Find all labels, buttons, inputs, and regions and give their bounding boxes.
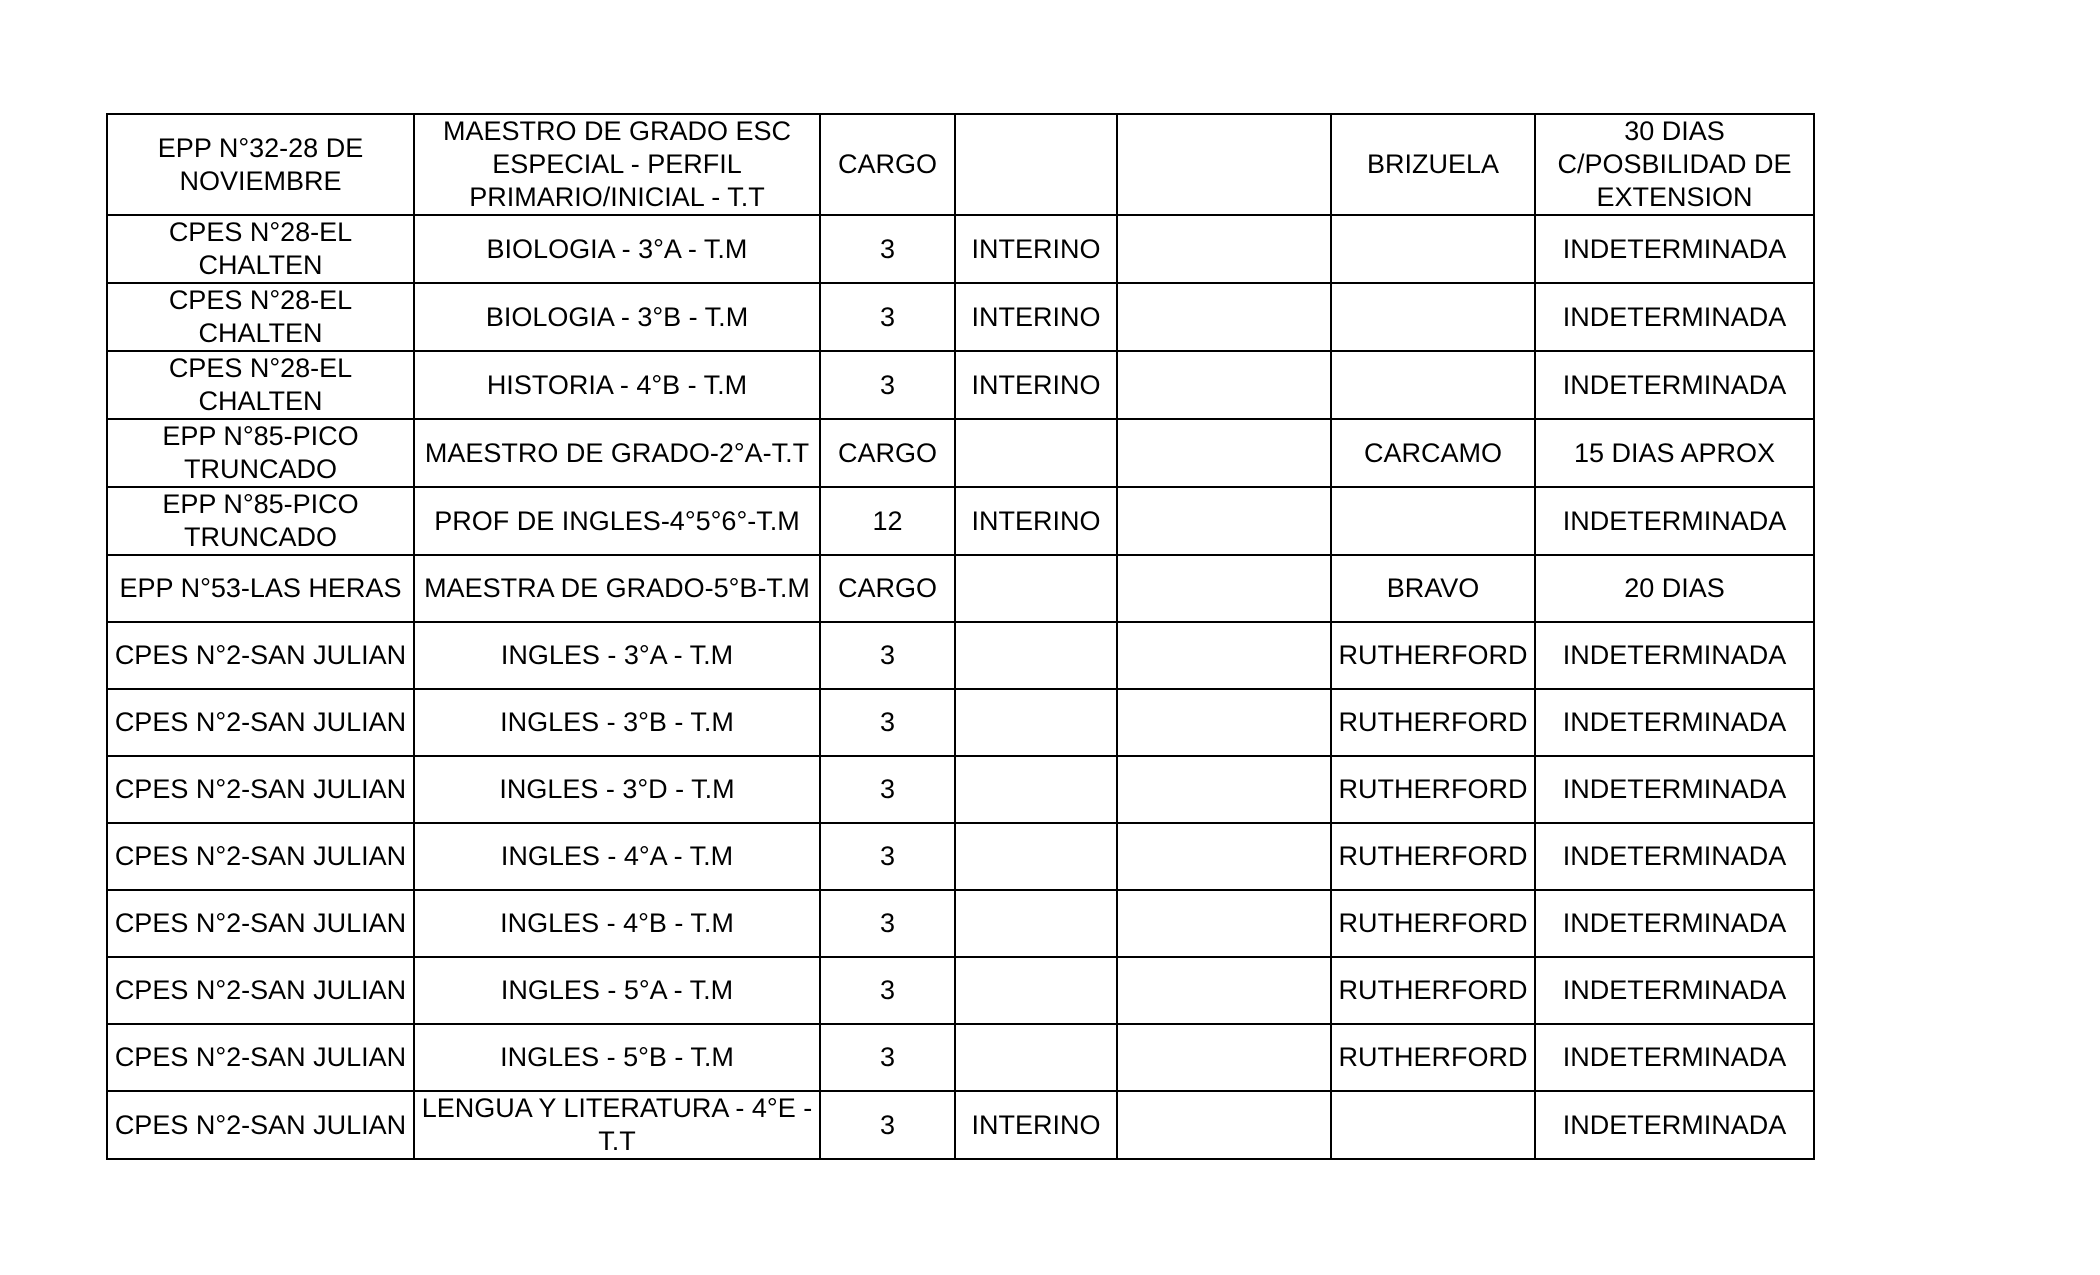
table-row bbox=[107, 1091, 1814, 1159]
duration-cell: INDETERMINADA bbox=[1535, 957, 1814, 1024]
duration-cell: INDETERMINADA bbox=[1535, 622, 1814, 689]
table-row bbox=[107, 957, 1814, 1024]
hours-cell: 3 bbox=[820, 215, 955, 283]
vacancy-table bbox=[106, 113, 1815, 1160]
holder-cell: RUTHERFORD bbox=[1331, 1024, 1535, 1091]
status-cell bbox=[955, 419, 1117, 487]
position-cell: MAESTRO DE GRADO ESC ESPECIAL - PERFIL PRIMARIO/INICIAL - T.T bbox=[414, 114, 820, 215]
holder-cell bbox=[1331, 351, 1535, 419]
blank-cell bbox=[1117, 351, 1331, 419]
hours-cell: CARGO bbox=[820, 114, 955, 215]
table-row bbox=[107, 114, 1814, 215]
hours-cell: 3 bbox=[820, 689, 955, 756]
holder-cell: BRAVO bbox=[1331, 555, 1535, 622]
duration-cell: 15 DIAS APROX bbox=[1535, 419, 1814, 487]
duration-cell: INDETERMINADA bbox=[1535, 756, 1814, 823]
status-cell bbox=[955, 689, 1117, 756]
hours-cell: CARGO bbox=[820, 419, 955, 487]
blank-cell bbox=[1117, 419, 1331, 487]
table-row bbox=[107, 487, 1814, 555]
holder-cell bbox=[1331, 283, 1535, 351]
school-cell: EPP N°85-PICO TRUNCADO bbox=[107, 419, 414, 487]
position-cell: HISTORIA - 4°B - T.M bbox=[414, 351, 820, 419]
status-cell: INTERINO bbox=[955, 487, 1117, 555]
blank-cell bbox=[1117, 823, 1331, 890]
duration-cell: INDETERMINADA bbox=[1535, 215, 1814, 283]
school-cell: CPES N°28-EL CHALTEN bbox=[107, 283, 414, 351]
hours-cell: 3 bbox=[820, 1091, 955, 1159]
duration-cell: INDETERMINADA bbox=[1535, 1091, 1814, 1159]
duration-cell: INDETERMINADA bbox=[1535, 689, 1814, 756]
duration-cell: 20 DIAS bbox=[1535, 555, 1814, 622]
position-cell: INGLES - 4°B - T.M bbox=[414, 890, 820, 957]
position-cell: BIOLOGIA - 3°B - T.M bbox=[414, 283, 820, 351]
position-cell: MAESTRO DE GRADO-2°A-T.T bbox=[414, 419, 820, 487]
status-cell bbox=[955, 756, 1117, 823]
holder-cell bbox=[1331, 1091, 1535, 1159]
table-row bbox=[107, 890, 1814, 957]
hours-cell: 3 bbox=[820, 823, 955, 890]
position-cell: INGLES - 3°B - T.M bbox=[414, 689, 820, 756]
status-cell bbox=[955, 890, 1117, 957]
holder-cell: RUTHERFORD bbox=[1331, 823, 1535, 890]
status-cell: INTERINO bbox=[955, 283, 1117, 351]
table-row bbox=[107, 555, 1814, 622]
blank-cell bbox=[1117, 957, 1331, 1024]
holder-cell: CARCAMO bbox=[1331, 419, 1535, 487]
table-row bbox=[107, 215, 1814, 283]
status-cell bbox=[955, 957, 1117, 1024]
status-cell bbox=[955, 622, 1117, 689]
blank-cell bbox=[1117, 756, 1331, 823]
holder-cell: RUTHERFORD bbox=[1331, 622, 1535, 689]
blank-cell bbox=[1117, 689, 1331, 756]
position-cell: BIOLOGIA - 3°A - T.M bbox=[414, 215, 820, 283]
position-cell: INGLES - 3°D - T.M bbox=[414, 756, 820, 823]
table-row bbox=[107, 756, 1814, 823]
status-cell bbox=[955, 114, 1117, 215]
position-cell: MAESTRA DE GRADO-5°B-T.M bbox=[414, 555, 820, 622]
school-cell: CPES N°28-EL CHALTEN bbox=[107, 215, 414, 283]
hours-cell: 3 bbox=[820, 283, 955, 351]
school-cell: CPES N°2-SAN JULIAN bbox=[107, 957, 414, 1024]
hours-cell: 3 bbox=[820, 890, 955, 957]
duration-cell: INDETERMINADA bbox=[1535, 283, 1814, 351]
school-cell: CPES N°2-SAN JULIAN bbox=[107, 689, 414, 756]
table-row bbox=[107, 622, 1814, 689]
blank-cell bbox=[1117, 622, 1331, 689]
table-row bbox=[107, 1024, 1814, 1091]
school-cell: CPES N°2-SAN JULIAN bbox=[107, 890, 414, 957]
table-row bbox=[107, 283, 1814, 351]
status-cell: INTERINO bbox=[955, 215, 1117, 283]
holder-cell: RUTHERFORD bbox=[1331, 689, 1535, 756]
school-cell: EPP N°85-PICO TRUNCADO bbox=[107, 487, 414, 555]
duration-cell: INDETERMINADA bbox=[1535, 351, 1814, 419]
school-cell: CPES N°2-SAN JULIAN bbox=[107, 622, 414, 689]
blank-cell bbox=[1117, 1091, 1331, 1159]
blank-cell bbox=[1117, 487, 1331, 555]
duration-cell: INDETERMINADA bbox=[1535, 487, 1814, 555]
table-row bbox=[107, 419, 1814, 487]
position-cell: INGLES - 3°A - T.M bbox=[414, 622, 820, 689]
hours-cell: CARGO bbox=[820, 555, 955, 622]
hours-cell: 3 bbox=[820, 351, 955, 419]
school-cell: CPES N°2-SAN JULIAN bbox=[107, 823, 414, 890]
blank-cell bbox=[1117, 215, 1331, 283]
table-body bbox=[107, 114, 1814, 1159]
hours-cell: 3 bbox=[820, 756, 955, 823]
duration-cell: INDETERMINADA bbox=[1535, 1024, 1814, 1091]
blank-cell bbox=[1117, 1024, 1331, 1091]
holder-cell: RUTHERFORD bbox=[1331, 756, 1535, 823]
blank-cell bbox=[1117, 283, 1331, 351]
school-cell: CPES N°2-SAN JULIAN bbox=[107, 1024, 414, 1091]
duration-cell: INDETERMINADA bbox=[1535, 890, 1814, 957]
status-cell bbox=[955, 1024, 1117, 1091]
school-cell: EPP N°32-28 DE NOVIEMBRE bbox=[107, 114, 414, 215]
duration-cell: INDETERMINADA bbox=[1535, 823, 1814, 890]
holder-cell bbox=[1331, 215, 1535, 283]
holder-cell: RUTHERFORD bbox=[1331, 957, 1535, 1024]
status-cell: INTERINO bbox=[955, 1091, 1117, 1159]
school-cell: EPP N°53-LAS HERAS bbox=[107, 555, 414, 622]
position-cell: PROF DE INGLES-4°5°6°-T.M bbox=[414, 487, 820, 555]
school-cell: CPES N°2-SAN JULIAN bbox=[107, 1091, 414, 1159]
hours-cell: 3 bbox=[820, 622, 955, 689]
table-row bbox=[107, 351, 1814, 419]
table-row bbox=[107, 689, 1814, 756]
blank-cell bbox=[1117, 890, 1331, 957]
holder-cell: RUTHERFORD bbox=[1331, 890, 1535, 957]
duration-cell: 30 DIAS C/POSBILIDAD DE EXTENSION bbox=[1535, 114, 1814, 215]
table-row bbox=[107, 823, 1814, 890]
status-cell: INTERINO bbox=[955, 351, 1117, 419]
blank-cell bbox=[1117, 114, 1331, 215]
position-cell: INGLES - 5°A - T.M bbox=[414, 957, 820, 1024]
blank-cell bbox=[1117, 555, 1331, 622]
holder-cell: BRIZUELA bbox=[1331, 114, 1535, 215]
position-cell: LENGUA Y LITERATURA - 4°E - T.T bbox=[414, 1091, 820, 1159]
hours-cell: 3 bbox=[820, 957, 955, 1024]
status-cell bbox=[955, 555, 1117, 622]
school-cell: CPES N°2-SAN JULIAN bbox=[107, 756, 414, 823]
hours-cell: 12 bbox=[820, 487, 955, 555]
holder-cell bbox=[1331, 487, 1535, 555]
school-cell: CPES N°28-EL CHALTEN bbox=[107, 351, 414, 419]
position-cell: INGLES - 5°B - T.M bbox=[414, 1024, 820, 1091]
hours-cell: 3 bbox=[820, 1024, 955, 1091]
position-cell: INGLES - 4°A - T.M bbox=[414, 823, 820, 890]
status-cell bbox=[955, 823, 1117, 890]
